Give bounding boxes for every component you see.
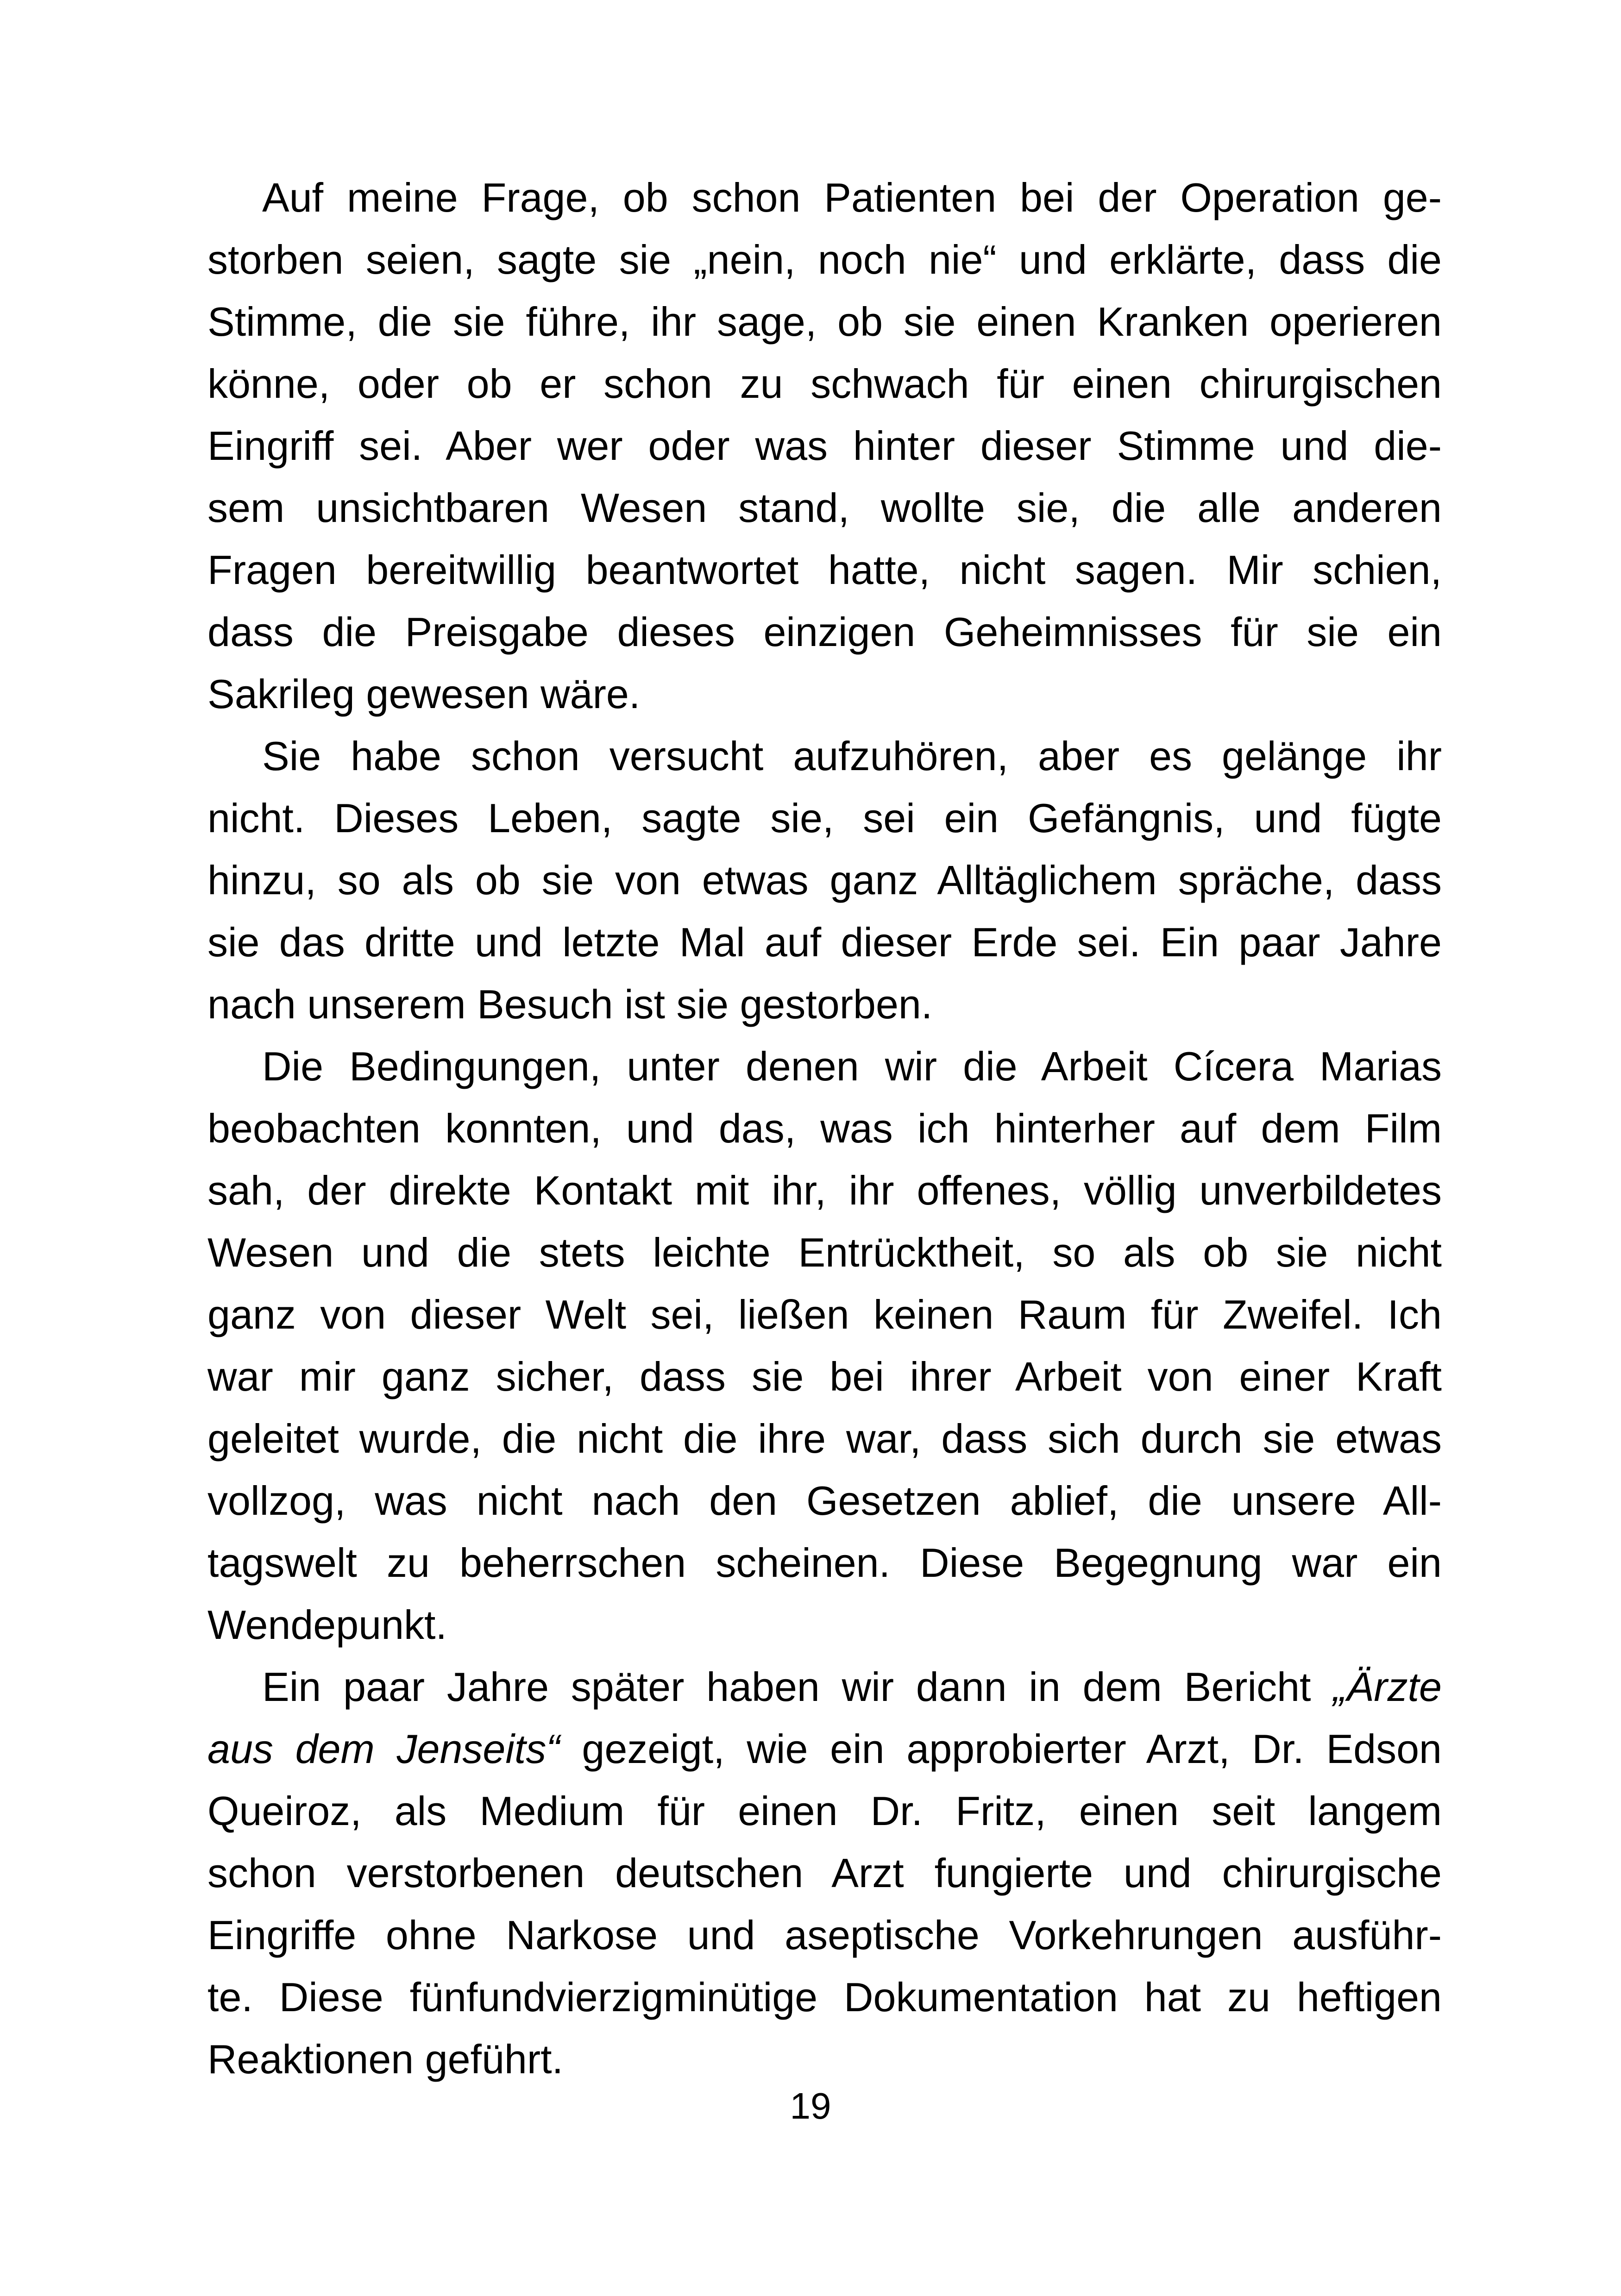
paragraph-3 — [207, 1035, 1442, 1656]
text-line: könne, oder ob er schon zu schwach für einen chirurgischen — [207, 361, 1442, 407]
italic-title: aus dem Jenseits“ — [207, 1726, 560, 1772]
text-line: Die Bedingungen, unter denen wir die Arbeit Cícera Marias — [262, 1043, 1442, 1089]
text-line: Eingriff sei. Aber wer oder was hinter dieser Stimme und die- — [207, 423, 1442, 469]
text-line: schon verstorbenen deutschen Arzt fungierte und chirurgische — [207, 1850, 1442, 1896]
text-line — [207, 1718, 1442, 1780]
text-line: dass die Preisgabe dieses einzigen Geheimnisses für sie ein — [207, 609, 1442, 655]
text-line: nicht. Dieses Leben, sagte sie, sei ein Gefängnis, und fügte — [207, 795, 1442, 841]
text-line: Queiroz, als Medium für einen Dr. Fritz, einen seit langem — [207, 1788, 1442, 1834]
text-line: beobachten konnten, und das, was ich hinterher auf dem Film — [207, 1105, 1442, 1151]
text-run: Ein paar Jahre später haben wir dann in dem Bericht — [262, 1664, 1333, 1710]
text-line: war mir ganz sicher, dass sie bei ihrer Arbeit von einer Kraft — [207, 1354, 1442, 1399]
text-line: Reaktionen geführt. — [207, 2036, 564, 2082]
text-line: Eingriffe ohne Narkose und aseptische Vorkehrungen ausführ- — [207, 1912, 1442, 1958]
text-line: geleitet wurde, die nicht die ihre war, dass sich durch sie etwas — [207, 1416, 1442, 1462]
text-line: Fragen bereitwillig beantwortet hatte, nicht sagen. Mir schien, — [207, 547, 1442, 593]
text-line: storben seien, sagte sie „nein, noch nie“ und erklärte, dass die — [207, 237, 1442, 282]
text-line: tagswelt zu beherrschen scheinen. Diese Begegnung war ein — [207, 1540, 1442, 1586]
text-line: sie das dritte und letzte Mal auf dieser Erde sei. Ein paar Jahre — [207, 919, 1442, 965]
text-run: gezeigt, wie ein approbierter Arzt, Dr. Edson — [559, 1726, 1442, 1772]
italic-title: „Ärzte — [1333, 1664, 1442, 1710]
text-line: Sakrileg gewesen wäre. — [207, 671, 641, 717]
paragraph-2 — [207, 725, 1442, 1035]
text-line: sah, der direkte Kontakt mit ihr, ihr offenes, völlig unverbildetes — [207, 1167, 1442, 1213]
text-line: Stimme, die sie führe, ihr sage, ob sie einen Kranken operieren — [207, 299, 1442, 345]
paragraph-1 — [207, 167, 1442, 725]
page-number: 19 — [790, 2085, 831, 2127]
paragraph-4 — [207, 1656, 1442, 2090]
text-line: Wesen und die stets leichte Entrücktheit, so als ob sie nicht — [207, 1230, 1442, 1275]
text-line: ganz von dieser Welt sei, ließen keinen Raum für Zweifel. Ich — [207, 1292, 1442, 1337]
body-text — [207, 167, 1442, 2090]
text-line: sem unsichtbaren Wesen stand, wollte sie, die alle anderen — [207, 485, 1442, 531]
text-line: vollzog, was nicht nach den Gesetzen ablief, die unsere All- — [207, 1478, 1442, 1524]
text-line: nach unserem Besuch ist sie gestorben. — [207, 981, 933, 1027]
text-line: Wendepunkt. — [207, 1602, 447, 1648]
text-line: Sie habe schon versucht aufzuhören, aber es gelänge ihr — [262, 733, 1442, 779]
text-line: te. Diese fünfundvierzigminütige Dokumentation hat zu heftigen — [207, 1974, 1442, 2020]
text-line: hinzu, so als ob sie von etwas ganz Alltäglichem spräche, dass — [207, 857, 1442, 903]
text-line — [207, 1656, 1442, 1718]
text-line: Auf meine Frage, ob schon Patienten bei der Operation ge- — [262, 175, 1442, 220]
